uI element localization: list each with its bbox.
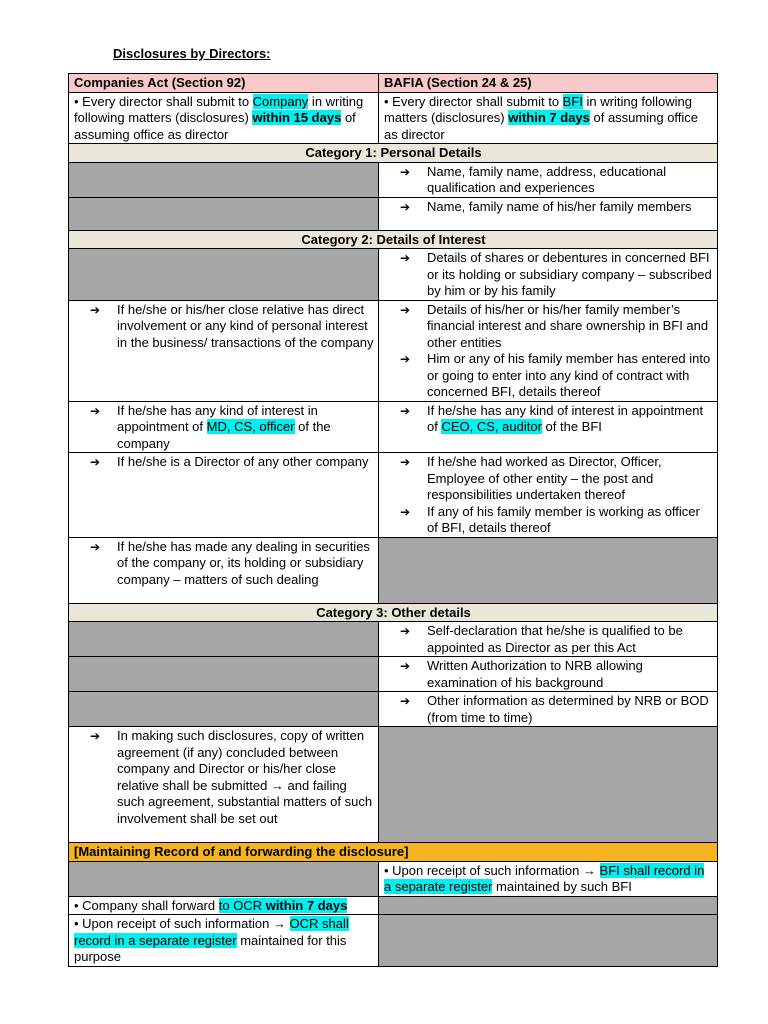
arrow-icon: ➔: [400, 403, 411, 418]
empty-cell: [69, 249, 379, 301]
cell: [69, 401, 379, 453]
list-item: ➔ If any of his family member is working as officer of BFI, details thereof: [384, 504, 713, 537]
table-row: [69, 537, 718, 603]
category-1-row: [69, 144, 718, 163]
list-item: ➔ Name, family name of his/her family members: [384, 199, 713, 216]
empty-cell: [379, 537, 718, 603]
cell: [379, 300, 718, 401]
list-item: ➔ If he/she has made any dealing in securities of the company or, its holding or subsidiary company – matters of such dealing: [74, 539, 374, 589]
table-row: [69, 915, 718, 967]
list-item: ➔ If he/she has any kind of interest in appointment of CEO, CS, auditor of the BFI: [384, 403, 713, 436]
cell: [379, 401, 718, 453]
table-row: [69, 197, 718, 230]
arrow-icon: ➔: [90, 302, 101, 317]
table-header-row: [69, 74, 718, 93]
arrow-icon: ➔: [400, 624, 411, 638]
table-row: [69, 249, 718, 301]
arrow-icon: ➔: [400, 504, 411, 519]
cell: [379, 249, 718, 301]
category-3-row: [69, 603, 718, 622]
table-row: [69, 622, 718, 657]
disclosure-table: [68, 73, 718, 967]
empty-cell: [379, 896, 718, 915]
empty-cell: [379, 915, 718, 967]
intro-row: [69, 92, 718, 144]
cell: • Upon receipt of such information → OCR shall record in a separate register maintained for this purpose: [69, 915, 379, 967]
list-item: ➔ Written Authorization to NRB allowing examination of his background: [384, 658, 713, 691]
category-2-label: Category 2: Details of Interest: [69, 230, 718, 249]
empty-cell: [69, 162, 379, 197]
cell: [379, 453, 718, 538]
empty-cell: [69, 692, 379, 727]
arrow-icon: ➔: [90, 455, 101, 469]
list-item: ➔ Other information as determined by NRB or BOD (from time to time): [384, 693, 713, 726]
category-2-row: [69, 230, 718, 249]
cell: [69, 727, 379, 843]
table-row: [69, 896, 718, 915]
cell: [69, 300, 379, 401]
empty-cell: [379, 727, 718, 843]
cell: • Company shall forward to OCR within 7 days: [69, 896, 379, 915]
list-item: ➔ Name, family name, address, educational qualification and experiences: [384, 164, 713, 197]
cell: [379, 692, 718, 727]
cell: • Upon receipt of such information → BFI shall record in a separate register maintained by such BFI: [379, 861, 718, 896]
list-item: ➔ Details of his/her or his/her family member’s financial interest and share ownership in BFI and other entities: [384, 302, 713, 352]
arrow-icon: ➔: [400, 694, 411, 708]
table-row: [69, 692, 718, 727]
list-item: ➔ Him or any of his family member has entered into or going to enter into any kind of contract with concerned BFI, details thereof: [384, 351, 713, 401]
table-row: [69, 300, 718, 401]
empty-cell: [69, 861, 379, 896]
table-row: [69, 401, 718, 453]
arrow-icon: ➔: [400, 251, 411, 265]
list-item: ➔ If he/she had worked as Director, Officer, Employee of other entity – the post and responsibilities undertaken thereof: [384, 454, 713, 504]
list-item: ➔ If he/she or his/her close relative has direct involvement or any kind of personal interest in the business/ transactions of the company: [74, 302, 374, 352]
list-item: ➔ Self-declaration that he/she is qualified to be appointed as Director as per this Act: [384, 623, 713, 656]
arrow-icon: ➔: [400, 164, 411, 179]
empty-cell: [69, 622, 379, 657]
table-row: [69, 727, 718, 843]
empty-cell: [69, 657, 379, 692]
table-row: [69, 453, 718, 538]
list-item: ➔ Details of shares or debentures in concerned BFI or its holding or subsidiary company – subscribed by him or by his family: [384, 250, 713, 300]
arrow-icon: ➔: [90, 539, 101, 554]
category-3-label: Category 3: Other details: [69, 603, 718, 622]
category-1-label: Category 1: Personal Details: [69, 144, 718, 163]
cell: [379, 622, 718, 657]
list-item: ➔ If he/she is a Director of any other company: [74, 454, 374, 471]
arrow-icon: ➔: [400, 302, 411, 317]
cell: [379, 197, 718, 230]
cell: [379, 162, 718, 197]
table-row: [69, 861, 718, 896]
list-item: ➔ If he/she has any kind of interest in appointment of MD, CS, officer of the company: [74, 403, 374, 453]
arrow-icon: ➔: [90, 403, 101, 418]
arrow-icon: ➔: [400, 659, 411, 673]
empty-cell: [69, 197, 379, 230]
header-bafia: BAFIA (Section 24 & 25): [379, 74, 718, 93]
arrow-icon: ➔: [400, 199, 411, 214]
record-section-label: [Maintaining Record of and forwarding the disclosure]: [69, 843, 718, 862]
arrow-icon: ➔: [400, 352, 411, 366]
record-section-row: [69, 843, 718, 862]
cell: [379, 657, 718, 692]
cell: [69, 537, 379, 603]
table-row: [69, 162, 718, 197]
cell: [69, 453, 379, 538]
table-row: [69, 657, 718, 692]
header-companies-act: Companies Act (Section 92): [69, 74, 379, 93]
intro-right: • Every director shall submit to BFI in writing following matters (disclosures) within 7 days of assuming office as director: [379, 92, 718, 144]
intro-left: • Every director shall submit to Company in writing following matters (disclosures) within 15 days of assuming office as director: [69, 92, 379, 144]
arrow-icon: ➔: [90, 729, 101, 743]
list-item: ➔ In making such disclosures, copy of written agreement (if any) concluded between company and Director or his/her close relative shall be submitted → and failing such agreement, substantial matters of such involvement shall be set out: [74, 728, 374, 827]
arrow-icon: ➔: [400, 455, 411, 469]
page-title: Disclosures by Directors:: [113, 46, 271, 61]
